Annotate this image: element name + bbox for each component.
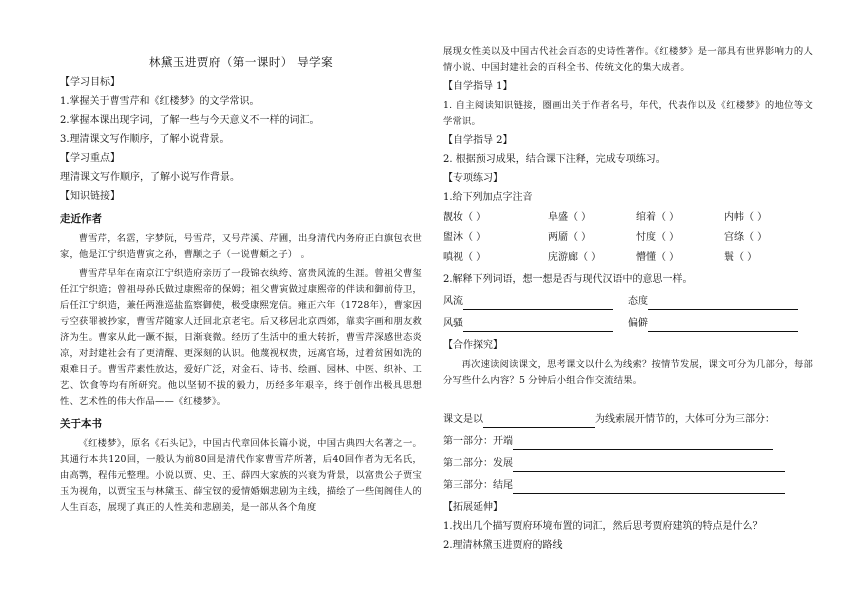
pinyin-item[interactable]: 庑游廊（ ） bbox=[548, 251, 602, 263]
word-label: 态度 bbox=[628, 295, 648, 307]
left-column bbox=[60, 0, 422, 519]
guide2-header: 【自学指导 2】 bbox=[443, 134, 513, 146]
pinyin-item[interactable]: 盥沐（ ） bbox=[443, 231, 487, 243]
right-column bbox=[443, 0, 813, 557]
pinyin-item[interactable]: 宫绦（ ） bbox=[724, 231, 768, 243]
book-paragraph: 《红楼梦》，原名《石头记》，中国古代章回体长篇小说，中国古典四大名著之一。其通行本共120回，一般认为前80回是清代作家曹雪芹所著，后40回作者为无名氏，由高鹗，程伟元整理。小说以贾、史、王、薛四大家族的兴衰为背景，以富贵公子贾宝玉为视角，以贾宝玉与林黛玉、薛宝钗的爱情婚姻悲剧为主线，描绘了一些闺阁佳人的人生百态，展现了真正的人性美和悲剧美，是一部从各个角度 bbox=[60, 437, 422, 513]
ext-item: 2.理清林黛玉进贾府的路线 bbox=[443, 539, 563, 551]
clue-prefix: 课文是以 bbox=[443, 413, 483, 425]
part-row bbox=[443, 478, 813, 494]
part-label: 第二部分：发展 bbox=[443, 457, 513, 469]
pinyin-item[interactable]: 懵懂（ ） bbox=[636, 251, 680, 263]
coop-paragraph: 再次速读阅读课文，思考课文以什么为线索？按情节发展，课文可分为几部分，每部分写些什么内容？5 分钟后小组合作交流结果。 bbox=[443, 358, 813, 386]
book-paragraph-cont: 展现女性美以及中国古代社会百态的史诗性著作。《红楼梦》是一部具有世界影响力的人情小说、中国封建社会的百科全书、传统文化的集大成者。 bbox=[443, 46, 813, 73]
word-label: 风骚 bbox=[443, 317, 463, 329]
key-text: 理清课文写作顺序，了解小说写作背景。 bbox=[60, 172, 240, 184]
author-paragraph: 曹雪芹早年在南京江宁织造府亲历了一段锦衣纨绔、富贵风流的生涯。曾祖父曹玺任江宁织造；曾祖母孙氏做过康熙帝的保姆；祖父曹寅做过康熙帝的伴读和御前侍卫，后任江宁织造，兼任两淮巡盐监察御使，极受康熙宠信。雍正六年（1728年），曹家因亏空获罪被抄家，曹雪芹随家人迁回北京老宅。后又移居北京西郊，靠卖字画和朋友救济为生。曹家从此一蹶不振，日渐衰微。经历了生活中的重大转折，曹雪芹深感世态炎凉，对封建社会有了更清醒、更深刻的认识。他蔑视权贵，远离官场，过着贫困如洗的艰难日子。曹雪芹素性放达，爱好广泛，对金石、诗书、绘画、园林、中医、织补、工艺、饮食等均有所研究。他以坚韧不拔的毅力，历经多年艰辛，终于创作出极具思想性、艺术性的伟大作品——《红楼梦》。 bbox=[60, 268, 422, 408]
clue-blank[interactable] bbox=[483, 416, 595, 428]
goal-item: 2.掌握本课出现字词，了解一些与今天意义不一样的词汇。 bbox=[60, 115, 320, 127]
answer-line[interactable] bbox=[463, 320, 613, 332]
guide1-text: 1. 自主阅读知识链接，圈画出关于作者名号，年代，代表作以及《红楼梦》的地位等文学常识。 bbox=[443, 99, 813, 127]
part-label: 第一部分：开端 bbox=[443, 435, 513, 447]
clue-row bbox=[443, 412, 813, 428]
word-label: 风流 bbox=[443, 295, 463, 307]
pinyin-grid bbox=[443, 210, 813, 266]
pinyin-item[interactable]: 内帏（ ） bbox=[724, 211, 768, 223]
pinyin-item[interactable]: 两靥（ ） bbox=[548, 231, 592, 243]
ext-item: 1.找出几个描写贾府环境布置的词汇，然后思考贾府建筑的特点是什么？ bbox=[443, 520, 763, 532]
guide1-header: 【自学指导 1】 bbox=[443, 80, 513, 92]
answer-line[interactable] bbox=[648, 298, 798, 310]
author-paragraph: 曹雪芹，名霑，字梦阮，号雪芹，又号芹溪、芹圃，出身清代内务府正白旗包衣世家，他是江宁织造曹寅之孙，曹颙之子（一说曹頫之子） 。 bbox=[60, 233, 422, 261]
word-label: 偏僻 bbox=[628, 317, 648, 329]
word-row bbox=[443, 294, 813, 310]
answer-line[interactable] bbox=[463, 298, 613, 310]
word-row bbox=[443, 316, 813, 332]
book-heading: 关于本书 bbox=[60, 418, 102, 431]
ext-header: 【拓展延伸】 bbox=[443, 501, 503, 513]
question-2: 2.解释下列词语，想一想是否与现代汉语中的意思一样。 bbox=[443, 273, 693, 285]
question-1: 1.给下列加点字注音 bbox=[443, 191, 533, 203]
author-heading: 走近作者 bbox=[60, 213, 102, 226]
goal-header: 【学习目标】 bbox=[60, 77, 120, 89]
pinyin-item[interactable]: 靓妆（ ） bbox=[443, 211, 487, 223]
pinyin-item[interactable]: 鬟（ ） bbox=[724, 251, 758, 263]
link-header: 【知识链接】 bbox=[60, 191, 120, 203]
part-row bbox=[443, 434, 813, 450]
clue-suffix: 为线索展开情节的，大体可分为三部分： bbox=[595, 413, 775, 425]
answer-line[interactable] bbox=[648, 320, 798, 332]
practice-header: 【专项练习】 bbox=[443, 172, 503, 184]
page-title: 林黛玉进贾府（第一课时） 导学案 bbox=[148, 55, 334, 69]
pinyin-item[interactable]: 嗔视（ ） bbox=[443, 251, 487, 263]
answer-line[interactable] bbox=[513, 482, 785, 494]
pinyin-item[interactable]: 忖度（ ） bbox=[636, 231, 680, 243]
part-row bbox=[443, 456, 813, 472]
pinyin-item[interactable]: 绾着（ ） bbox=[636, 211, 680, 223]
key-header: 【学习重点】 bbox=[60, 153, 120, 165]
goal-item: 1.掌握关于曹雪芹和《红楼梦》的文学常识。 bbox=[60, 96, 260, 108]
part-label: 第三部分：结尾 bbox=[443, 479, 513, 491]
coop-header: 【合作探究】 bbox=[443, 339, 503, 351]
answer-line[interactable] bbox=[513, 438, 773, 450]
guide2-text: 2. 根据预习成果，结合课下注释，完成专项练习。 bbox=[443, 153, 666, 165]
pinyin-item[interactable]: 阜盛（ ） bbox=[548, 211, 592, 223]
goal-item: 3.理清课文写作顺序，了解小说背景。 bbox=[60, 134, 230, 146]
answer-line[interactable] bbox=[513, 460, 785, 472]
